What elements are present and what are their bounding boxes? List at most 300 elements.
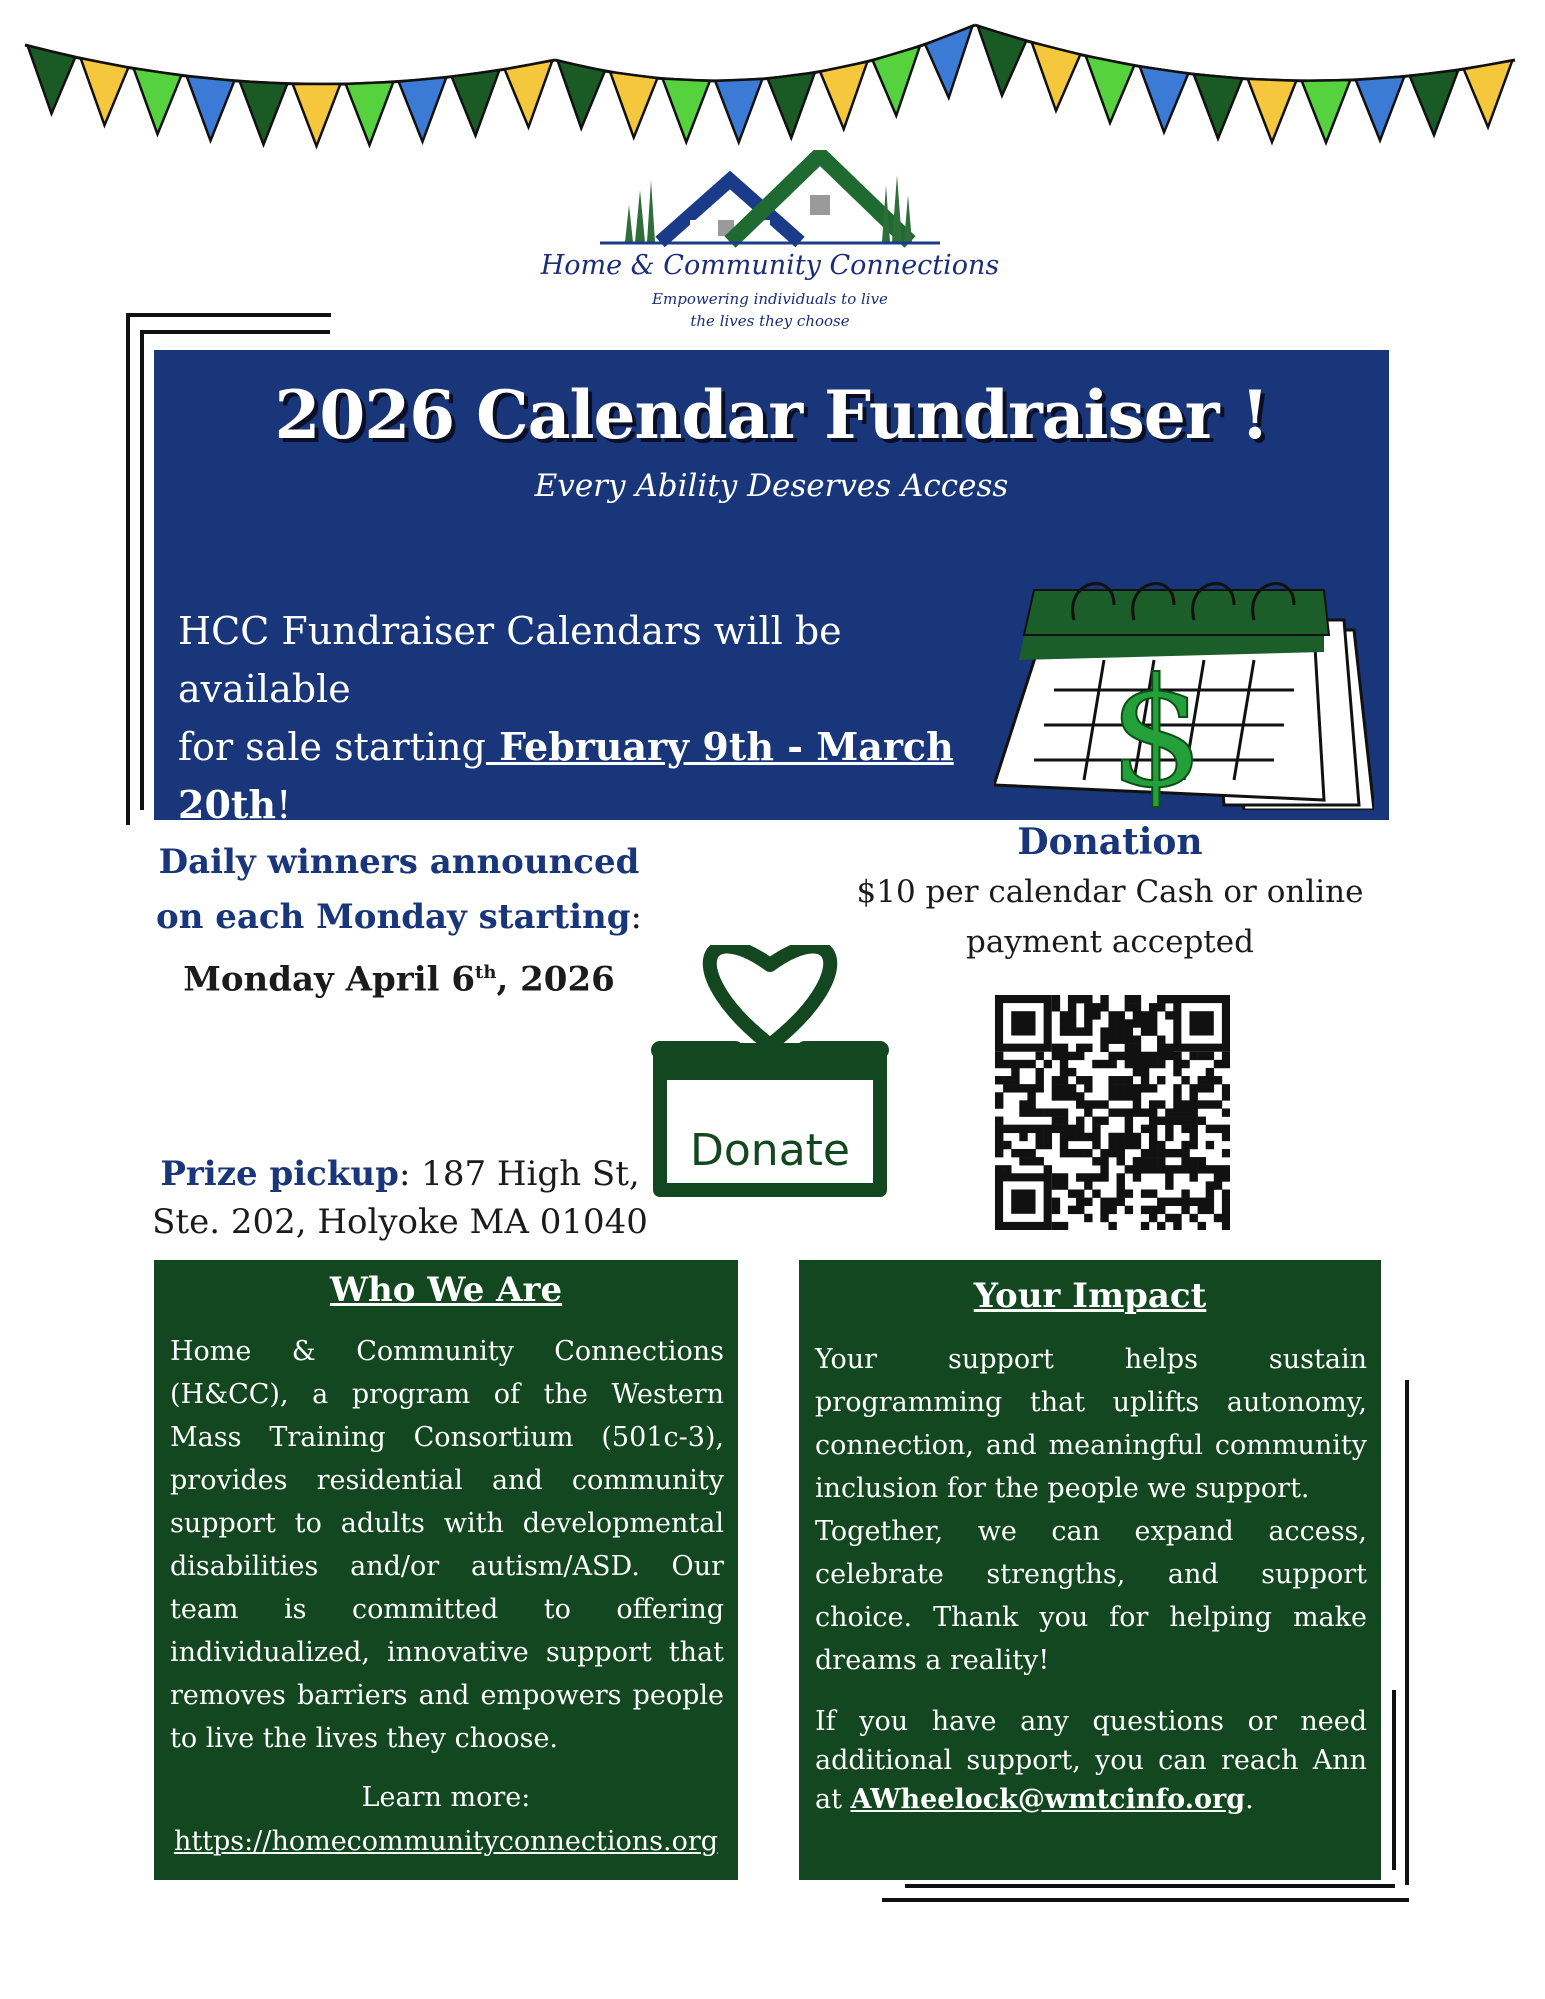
- logo-tagline-line2: the lives they choose: [690, 312, 850, 330]
- bunting-flag: [81, 58, 129, 125]
- qr-module: [1149, 1133, 1157, 1141]
- qr-module: [1052, 1052, 1060, 1060]
- qr-module: [1092, 1011, 1100, 1019]
- qr-finder: [1011, 1011, 1035, 1035]
- qr-module: [995, 1076, 1003, 1084]
- qr-module: [1068, 1003, 1076, 1011]
- qr-module: [1206, 1084, 1214, 1092]
- qr-module: [1133, 1003, 1141, 1011]
- qr-module: [1019, 1100, 1027, 1108]
- qr-module: [1141, 1068, 1149, 1076]
- banner-line1: HCC Fundraiser Calendars will be available: [178, 609, 842, 711]
- qr-module: [1117, 1157, 1125, 1165]
- qr-module: [1019, 1157, 1027, 1165]
- organization-logo: [530, 150, 1010, 340]
- bunting-flag: [925, 26, 972, 98]
- qr-module: [1141, 1157, 1149, 1165]
- date-suffix: , 2026: [496, 959, 615, 1000]
- banner-availability-text: [178, 602, 1018, 834]
- qr-module: [1141, 1060, 1149, 1068]
- qr-module: [1133, 1084, 1141, 1092]
- qr-module: [1173, 1108, 1181, 1116]
- qr-module: [1133, 1108, 1141, 1116]
- qr-module: [1206, 1100, 1214, 1108]
- qr-module: [1052, 1003, 1060, 1011]
- qr-module: [1165, 1052, 1173, 1060]
- qr-module: [1108, 1052, 1116, 1060]
- qr-module: [1052, 1222, 1060, 1230]
- qr-module: [1019, 1060, 1027, 1068]
- daily-winners-section: [154, 835, 644, 1007]
- qr-module: [1100, 1003, 1108, 1011]
- bunting-flag: [1356, 76, 1405, 140]
- qr-module: [1019, 1133, 1027, 1141]
- qr-module: [1011, 1125, 1019, 1133]
- qr-module: [995, 1052, 1003, 1060]
- qr-module: [995, 1149, 1003, 1157]
- frame-line-bottom-outer: [882, 1898, 1409, 1902]
- qr-module: [1206, 1206, 1214, 1214]
- qr-module: [1117, 1011, 1125, 1019]
- donation-heading: Donation: [1017, 821, 1203, 863]
- qr-module: [1084, 1181, 1092, 1189]
- bunting-flag: [346, 82, 394, 145]
- qr-module: [1027, 1100, 1035, 1108]
- qr-module: [1189, 1133, 1197, 1141]
- qr-module: [1108, 1027, 1116, 1035]
- qr-module: [1165, 1133, 1173, 1141]
- qr-module: [1157, 1060, 1165, 1068]
- qr-module: [1003, 1084, 1011, 1092]
- qr-module: [1125, 1052, 1133, 1060]
- qr-module: [1117, 1019, 1125, 1027]
- qr-module: [1100, 1117, 1108, 1125]
- bunting-flag: [1140, 66, 1189, 132]
- qr-module: [1189, 1108, 1197, 1116]
- banner-subtitle: Every Ability Deserves Access: [534, 468, 1009, 504]
- qr-module: [1100, 1214, 1108, 1222]
- qr-module: [1036, 1157, 1044, 1165]
- qr-module: [1108, 1084, 1116, 1092]
- qr-module: [1036, 1125, 1044, 1133]
- qr-module: [1141, 1108, 1149, 1116]
- qr-module: [1125, 1036, 1133, 1044]
- qr-module: [1157, 1157, 1165, 1165]
- donate-box-heart-icon: [640, 945, 900, 1205]
- qr-module: [1019, 1084, 1027, 1092]
- qr-module: [1060, 1044, 1068, 1052]
- qr-finder: [1011, 1189, 1035, 1213]
- qr-module: [1181, 1076, 1189, 1084]
- qr-module: [1044, 1141, 1052, 1149]
- qr-module: [1181, 1157, 1189, 1165]
- qr-module: [1092, 1125, 1100, 1133]
- bunting-flag: [187, 76, 235, 141]
- qr-module: [1125, 1076, 1133, 1084]
- contact-email-link[interactable]: AWheelock@wmtcinfo.org: [850, 1784, 1246, 1815]
- qr-module: [1125, 1117, 1133, 1125]
- qr-module: [1165, 1198, 1173, 1206]
- daily-winners-date: [154, 945, 644, 1007]
- qr-module: [1076, 1149, 1084, 1157]
- contact-text: If you have any questions or need additional support, you can reach Ann at: [815, 1706, 1367, 1815]
- qr-module: [1173, 1084, 1181, 1092]
- qr-module: [1222, 1214, 1230, 1222]
- qr-module: [1044, 1165, 1052, 1173]
- qr-module: [995, 1141, 1003, 1149]
- qr-module: [1222, 1060, 1230, 1068]
- qr-module: [1222, 1173, 1230, 1181]
- qr-module: [1011, 1084, 1019, 1092]
- learn-more-label: Learn more:: [361, 1782, 531, 1813]
- qr-module: [1157, 1141, 1165, 1149]
- qr-module: [1165, 1011, 1173, 1019]
- qr-module: [1092, 1141, 1100, 1149]
- qr-module: [1165, 1125, 1173, 1133]
- qr-module: [1068, 1052, 1076, 1060]
- prize-address-line2: Ste. 202, Holyoke MA 01040: [152, 1202, 648, 1242]
- qr-module: [1100, 1044, 1108, 1052]
- qr-module: [1060, 1141, 1068, 1149]
- qr-module: [1068, 1027, 1076, 1035]
- qr-module: [1157, 1044, 1165, 1052]
- qr-module: [1068, 1133, 1076, 1141]
- qr-module: [1157, 1036, 1165, 1044]
- qr-module: [1092, 1157, 1100, 1165]
- qr-code-icon: [995, 995, 1230, 1230]
- frame-line-left-outer: [126, 313, 130, 825]
- donation-line1: $10 per calendar Cash or online: [856, 874, 1364, 910]
- fundraiser-banner: [154, 350, 1389, 827]
- qr-module: [1068, 1068, 1076, 1076]
- qr-module: [1214, 1060, 1222, 1068]
- houses-logo-icon: [530, 150, 1010, 250]
- qr-module: [1149, 1206, 1157, 1214]
- qr-module: [1060, 1019, 1068, 1027]
- qr-module: [1027, 1092, 1035, 1100]
- qr-module: [1027, 1060, 1035, 1068]
- qr-module: [1165, 1165, 1173, 1173]
- qr-module: [1052, 1092, 1060, 1100]
- bunting-flag: [1302, 80, 1351, 143]
- qr-module: [1181, 1149, 1189, 1157]
- qr-module: [1173, 1092, 1181, 1100]
- qr-module: [1189, 1117, 1197, 1125]
- qr-module: [1141, 1149, 1149, 1157]
- qr-module: [1108, 1060, 1116, 1068]
- qr-module: [995, 1100, 1003, 1108]
- prize-line1: [150, 1150, 650, 1198]
- qr-module: [1189, 1125, 1197, 1133]
- qr-module: [1149, 1019, 1157, 1027]
- prize-address-line1: : 187 High St,: [398, 1154, 640, 1194]
- qr-module: [1060, 1181, 1068, 1189]
- bunting-flag: [768, 73, 815, 138]
- qr-module: [1076, 1133, 1084, 1141]
- qr-module: [1173, 1117, 1181, 1125]
- qr-module: [1076, 1052, 1084, 1060]
- qr-module: [1076, 1125, 1084, 1133]
- qr-module: [1165, 1181, 1173, 1189]
- frame-line-right-inner: [1392, 1690, 1396, 1870]
- qr-module: [1222, 1125, 1230, 1133]
- qr-module: [1214, 1165, 1222, 1173]
- qr-module: [1222, 1149, 1230, 1157]
- qr-module: [1011, 1068, 1019, 1076]
- qr-module: [1036, 1133, 1044, 1141]
- qr-module: [1149, 1052, 1157, 1060]
- qr-module: [1214, 1173, 1222, 1181]
- impact-contact: [799, 1702, 1381, 1819]
- qr-module: [1076, 1117, 1084, 1125]
- qr-module: [1157, 1198, 1165, 1206]
- qr-module: [1198, 1222, 1206, 1230]
- qr-module: [1133, 1060, 1141, 1068]
- qr-module: [1068, 1149, 1076, 1157]
- qr-module: [1157, 1117, 1165, 1125]
- qr-module: [1068, 1019, 1076, 1027]
- qr-module: [1092, 1173, 1100, 1181]
- qr-module: [1084, 1044, 1092, 1052]
- qr-module: [1076, 1092, 1084, 1100]
- qr-module: [1214, 1100, 1222, 1108]
- qr-module: [1157, 995, 1165, 1003]
- qr-module: [1125, 1027, 1133, 1035]
- qr-module: [1092, 1117, 1100, 1125]
- qr-module: [1044, 1125, 1052, 1133]
- qr-module: [1100, 995, 1108, 1003]
- qr-module: [1165, 995, 1173, 1003]
- qr-module: [1222, 1198, 1230, 1206]
- qr-module: [1206, 1076, 1214, 1084]
- qr-module: [1084, 1011, 1092, 1019]
- qr-module: [1027, 1149, 1035, 1157]
- qr-module: [1084, 995, 1092, 1003]
- qr-module: [1117, 1092, 1125, 1100]
- qr-module: [1068, 1206, 1076, 1214]
- donation-section: [810, 817, 1410, 967]
- qr-module: [1181, 1125, 1189, 1133]
- qr-module: [1189, 1165, 1197, 1173]
- qr-module: [1133, 1133, 1141, 1141]
- qr-module: [1181, 1206, 1189, 1214]
- qr-module: [1222, 1222, 1230, 1230]
- qr-module: [1052, 1198, 1060, 1206]
- qr-module: [1076, 995, 1084, 1003]
- qr-module: [1157, 1206, 1165, 1214]
- bunting-flag: [452, 70, 500, 136]
- who-we-are-title: Who We Are: [329, 1270, 563, 1310]
- donate-label: Donate: [690, 1125, 850, 1176]
- qr-module: [1036, 1084, 1044, 1092]
- qr-module: [1100, 1157, 1108, 1165]
- qr-module: [1173, 1214, 1181, 1222]
- qr-module: [1068, 995, 1076, 1003]
- qr-module: [1222, 1189, 1230, 1197]
- qr-module: [1141, 1125, 1149, 1133]
- qr-module: [1198, 1206, 1206, 1214]
- qr-module: [1125, 1108, 1133, 1116]
- prize-pickup-section: [150, 1150, 650, 1246]
- bunting-flag: [505, 61, 553, 128]
- contact-period: .: [1245, 1784, 1254, 1815]
- your-impact-title: Your Impact: [973, 1276, 1207, 1316]
- qr-module: [1165, 1044, 1173, 1052]
- daily-winners-line1: Daily winners announced: [158, 842, 640, 882]
- qr-module: [1157, 1222, 1165, 1230]
- qr-finder: [1189, 1011, 1213, 1035]
- qr-module: [1214, 1181, 1222, 1189]
- qr-module: [1084, 1133, 1092, 1141]
- qr-module: [1011, 1060, 1019, 1068]
- qr-module: [1173, 1198, 1181, 1206]
- qr-module: [1198, 1076, 1206, 1084]
- qr-module: [1036, 1108, 1044, 1116]
- qr-module: [1076, 1173, 1084, 1181]
- qr-module: [1222, 1084, 1230, 1092]
- qr-module: [1222, 1052, 1230, 1060]
- qr-module: [1019, 1149, 1027, 1157]
- qr-module: [1084, 1214, 1092, 1222]
- impact-body1: Your support helps sustain programming that uplifts autonomy, connection, and meaningful community inclusion for the people we support.: [815, 1344, 1367, 1504]
- date-prefix: Monday April 6: [183, 959, 476, 1000]
- qr-module: [1133, 1157, 1141, 1165]
- qr-module: [1100, 1036, 1108, 1044]
- qr-module: [1149, 1011, 1157, 1019]
- qr-module: [1206, 1181, 1214, 1189]
- qr-module: [1149, 1165, 1157, 1173]
- bunting-flag: [1086, 56, 1135, 123]
- qr-module: [1181, 1165, 1189, 1173]
- qr-module: [1068, 1125, 1076, 1133]
- bunting-flag: [820, 62, 867, 129]
- qr-module: [1157, 1149, 1165, 1157]
- qr-module: [1149, 1117, 1157, 1125]
- qr-module: [1141, 1165, 1149, 1173]
- qr-module: [1222, 1092, 1230, 1100]
- qr-module: [1198, 1198, 1206, 1206]
- qr-module: [1068, 1011, 1076, 1019]
- banner-sale-dates: February 9th - March 20th: [178, 724, 954, 827]
- qr-module: [1206, 1189, 1214, 1197]
- qr-module: [1084, 1198, 1092, 1206]
- qr-module: [1003, 1141, 1011, 1149]
- qr-module: [1165, 1108, 1173, 1116]
- qr-module: [1206, 1198, 1214, 1206]
- qr-module: [1173, 1060, 1181, 1068]
- qr-module: [1149, 1084, 1157, 1092]
- qr-module: [1044, 1108, 1052, 1116]
- qr-module: [1068, 1084, 1076, 1092]
- qr-module: [1060, 1084, 1068, 1092]
- qr-module: [1206, 1052, 1214, 1060]
- qr-module: [1181, 1108, 1189, 1116]
- qr-module: [1036, 1141, 1044, 1149]
- qr-module: [1084, 1019, 1092, 1027]
- qr-module: [1060, 1027, 1068, 1035]
- qr-module: [1157, 1052, 1165, 1060]
- qr-module: [1076, 1044, 1084, 1052]
- daily-winners-line2: [154, 890, 644, 945]
- qr-module: [995, 1060, 1003, 1068]
- qr-module: [1189, 1173, 1197, 1181]
- qr-module: [1214, 1076, 1222, 1084]
- qr-module: [1027, 1157, 1035, 1165]
- qr-module: [1084, 1173, 1092, 1181]
- qr-module: [1084, 1027, 1092, 1035]
- qr-module: [1189, 1092, 1197, 1100]
- qr-module: [1108, 1206, 1116, 1214]
- qr-module: [1100, 1206, 1108, 1214]
- qr-module: [1222, 1108, 1230, 1116]
- qr-module: [1003, 1125, 1011, 1133]
- qr-module: [1181, 1189, 1189, 1197]
- qr-module: [1108, 1092, 1116, 1100]
- qr-module: [1117, 1108, 1125, 1116]
- qr-module: [1133, 1100, 1141, 1108]
- qr-module: [1117, 1181, 1125, 1189]
- qr-module: [1149, 1149, 1157, 1157]
- qr-module: [1173, 1149, 1181, 1157]
- qr-module: [1141, 1084, 1149, 1092]
- who-we-are-body: Home & Community Connections (H&CC), a program of the Western Mass Training Consortium (501c-3), provides residential and community support to adults with developmental disabilities and/or autism/ASD. Our team is committed to offering individualized, innovative support that removes barriers and empowers people to live the lives they choose.: [170, 1336, 724, 1754]
- qr-module: [1052, 1084, 1060, 1092]
- bunting-flag: [1410, 70, 1459, 135]
- qr-module: [1149, 1060, 1157, 1068]
- qr-module: [1149, 1003, 1157, 1011]
- qr-module: [1125, 1206, 1133, 1214]
- qr-module: [1108, 1222, 1116, 1230]
- qr-module: [1149, 1189, 1157, 1197]
- bunting-flag: [293, 84, 341, 146]
- qr-module: [1125, 1003, 1133, 1011]
- qr-module: [1027, 1084, 1035, 1092]
- bunting-flag: [240, 81, 288, 144]
- qr-module: [1125, 995, 1133, 1003]
- qr-module: [1206, 1125, 1214, 1133]
- qr-module: [1157, 1076, 1165, 1084]
- qr-module: [1117, 1084, 1125, 1092]
- qr-module: [1189, 1141, 1197, 1149]
- qr-module: [1222, 1165, 1230, 1173]
- website-link[interactable]: https://homecommunityconnections.org: [173, 1826, 719, 1857]
- qr-module: [1108, 1141, 1116, 1149]
- qr-module: [1173, 1052, 1181, 1060]
- qr-module: [1117, 1141, 1125, 1149]
- qr-module: [1189, 1198, 1197, 1206]
- qr-module: [1003, 1165, 1011, 1173]
- qr-module: [1036, 1052, 1044, 1060]
- qr-module: [1060, 1173, 1068, 1181]
- frame-line-bottom-inner: [905, 1884, 1395, 1888]
- qr-module: [1189, 1052, 1197, 1060]
- banner-title: 2026 Calendar Fundraiser !: [274, 376, 1269, 454]
- qr-module: [1206, 1141, 1214, 1149]
- qr-module: [1198, 1157, 1206, 1165]
- qr-module: [1125, 1019, 1133, 1027]
- qr-module: [1100, 1149, 1108, 1157]
- qr-module: [1060, 1125, 1068, 1133]
- qr-module: [1076, 1076, 1084, 1084]
- qr-module: [1133, 1044, 1141, 1052]
- banner-line2-prefix: for sale starting: [178, 725, 486, 769]
- qr-module: [1052, 1117, 1060, 1125]
- qr-module: [995, 1125, 1003, 1133]
- qr-module: [1198, 1052, 1206, 1060]
- qr-module: [1092, 1189, 1100, 1197]
- qr-module: [1060, 1068, 1068, 1076]
- qr-module: [1222, 1206, 1230, 1214]
